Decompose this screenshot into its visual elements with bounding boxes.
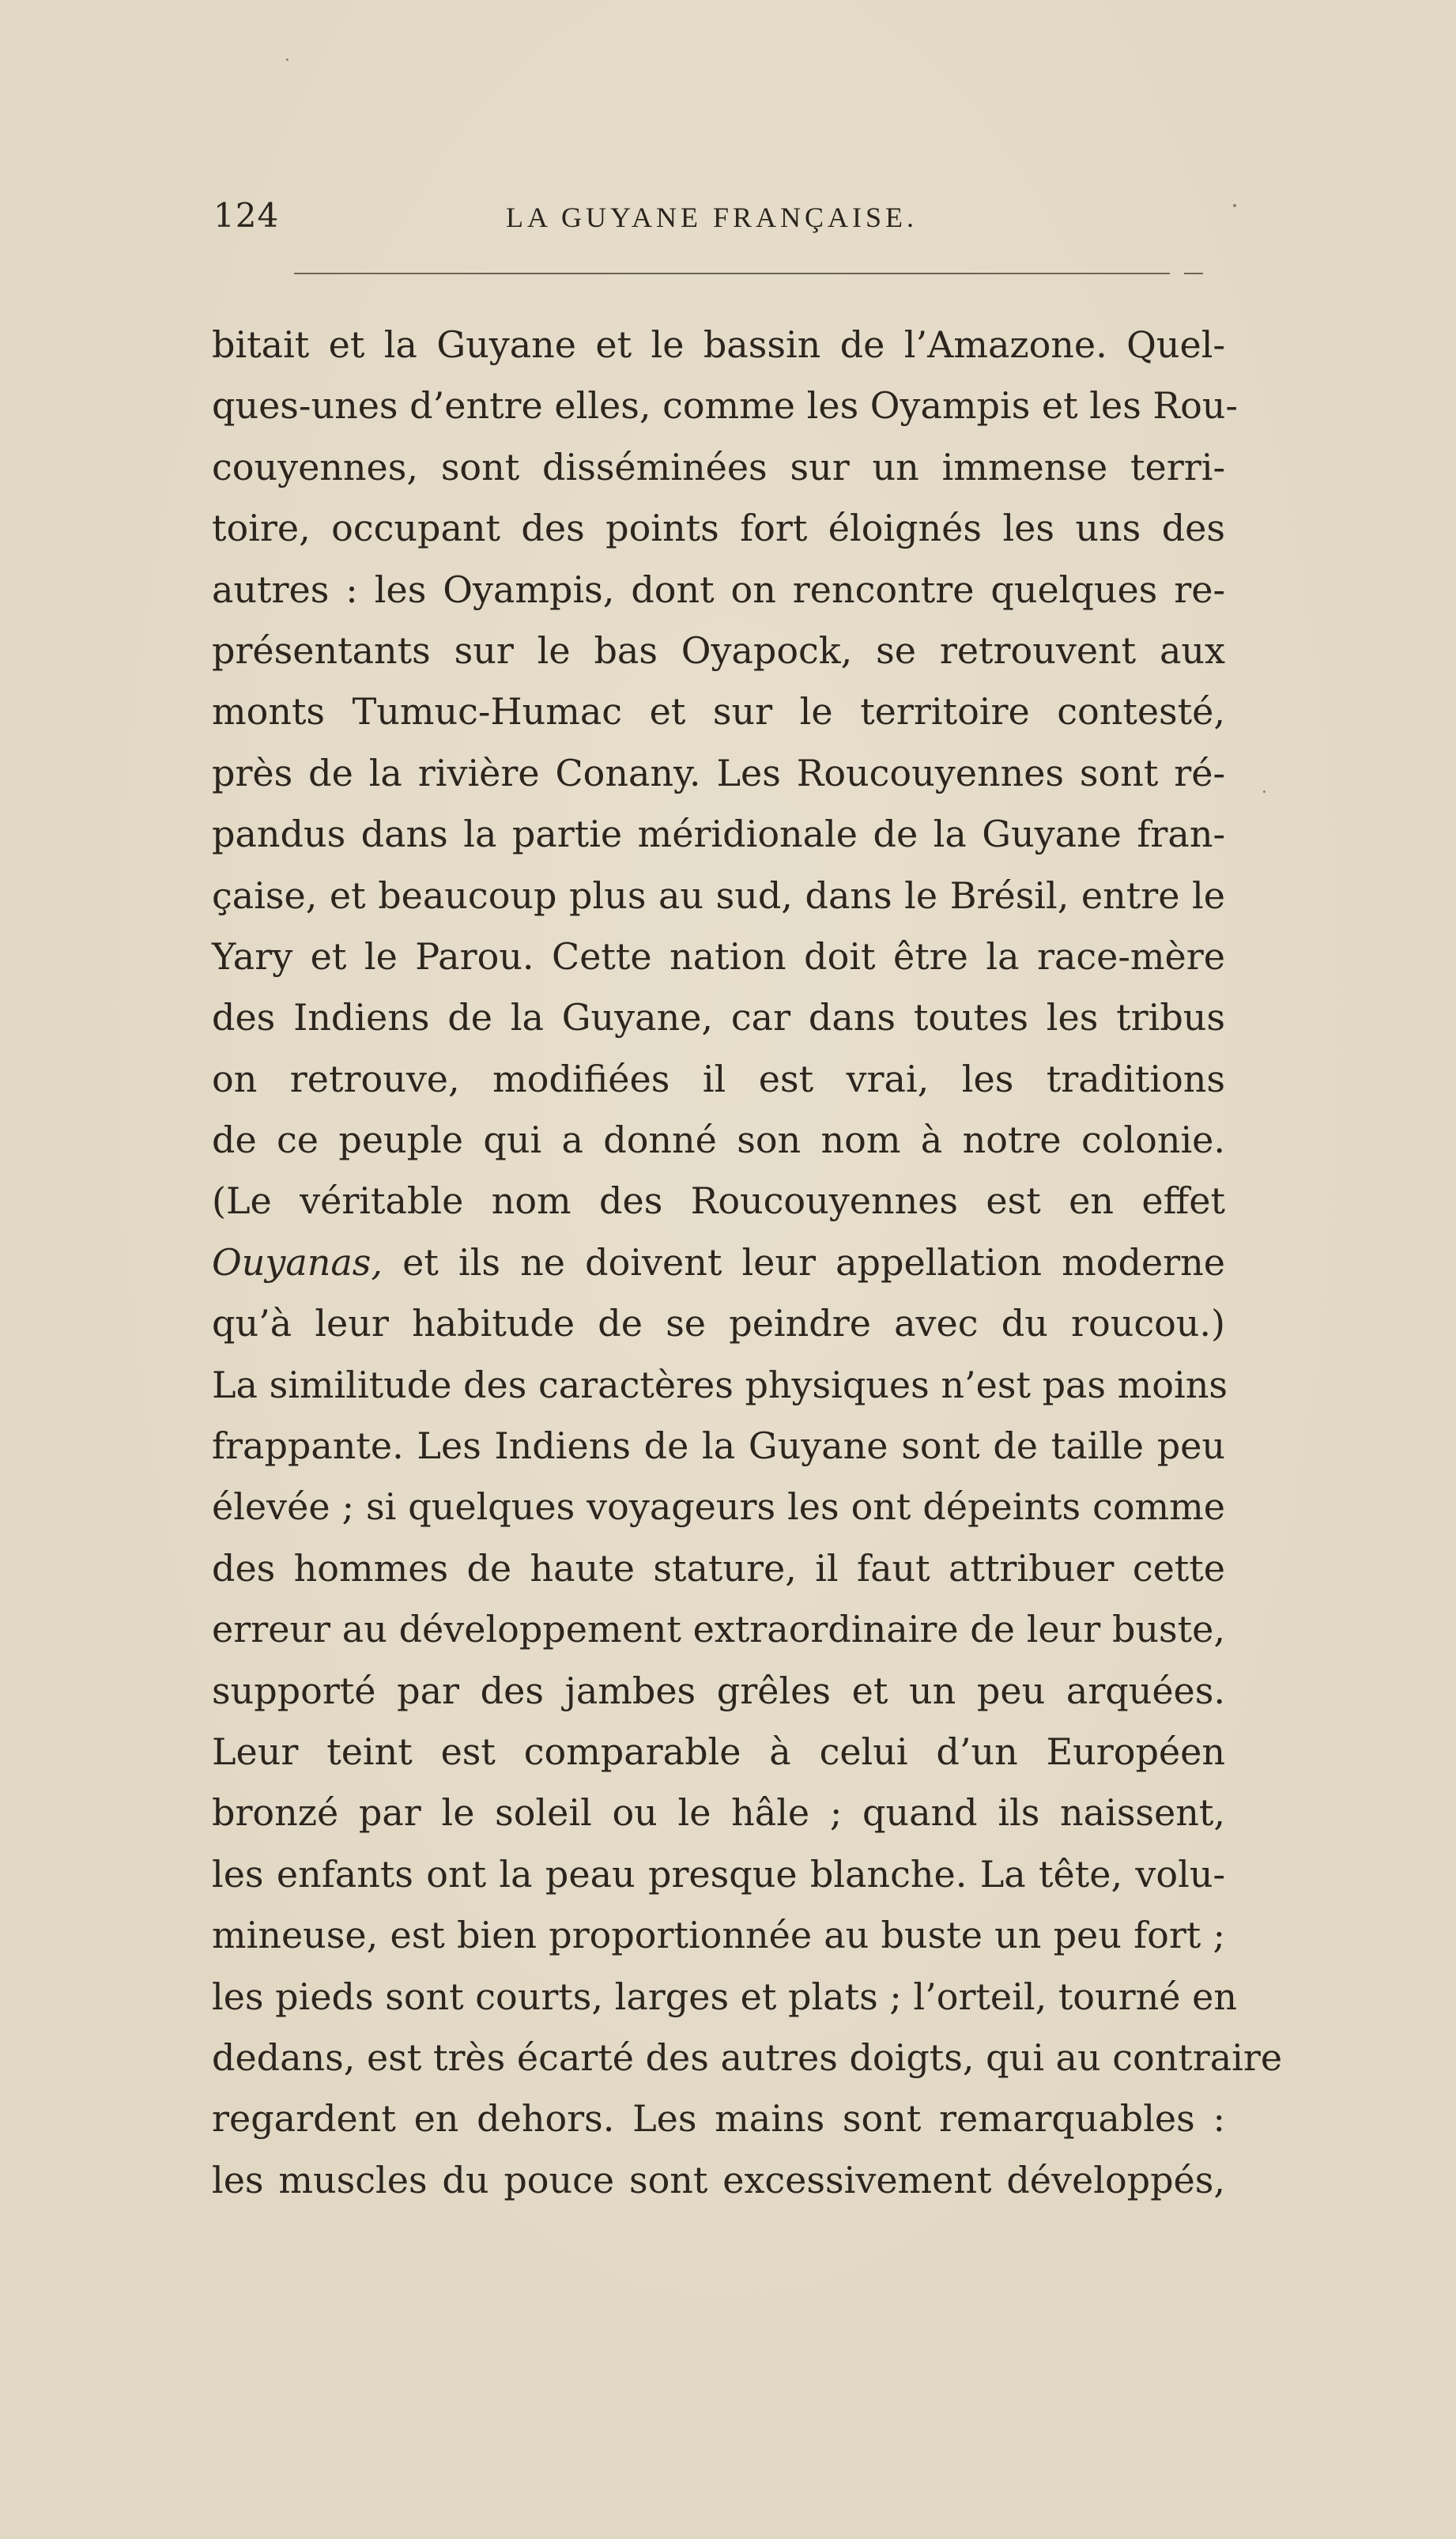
text-line: des Indiens de la Guyane, car dans toutes les tribus bbox=[212, 996, 1225, 1039]
text-line: présentants sur le bas Oyapock, se retrouvent aux bbox=[212, 628, 1225, 672]
text-line: bronzé par le soleil ou le hâle ; quand ils naissent, bbox=[212, 1791, 1225, 1835]
text-line: élevée ; si quelques voyageurs les ont dépeints comme bbox=[212, 1485, 1225, 1529]
text-line: les muscles du pouce sont excessivement développés, bbox=[212, 2158, 1225, 2201]
text-line: qu’à leur habitude de se peindre avec du roucou.) bbox=[212, 1302, 1225, 1345]
text-line: supporté par des jambes grêles et un peu arquées. bbox=[212, 1669, 1225, 1712]
italic-word: Ouyanas, bbox=[212, 1240, 383, 1284]
text-line: La similitude des caractères physiques n’est pas moins bbox=[212, 1363, 1228, 1406]
text-line: monts Tumuc-Humac et sur le territoire contesté, bbox=[212, 690, 1225, 734]
text-line: dedans, est très écarté des autres doigts, qui au contraire bbox=[212, 2035, 1283, 2079]
text-line: erreur au développement extraordinaire de leur buste, bbox=[212, 1608, 1225, 1651]
text-line: couyennes, sont disséminées sur un immense terri- bbox=[212, 445, 1225, 489]
text-line: les pieds sont courts, larges et plats ; l’orteil, tourné en bbox=[212, 1975, 1237, 2018]
text-line: près de la rivière Conany. Les Roucouyennes sont ré- bbox=[212, 751, 1225, 794]
text-line: frappante. Les Indiens de la Guyane sont de taille peu bbox=[212, 1424, 1225, 1468]
text-line: pandus dans la partie méridionale de la Guyane fran- bbox=[212, 813, 1225, 856]
page-number: 124 bbox=[213, 196, 280, 235]
text-line: des hommes de haute stature, il faut attribuer cette bbox=[212, 1546, 1225, 1590]
page-header bbox=[213, 196, 1201, 251]
text-line: de ce peuple qui a donné son nom à notre colonie. bbox=[212, 1119, 1225, 1162]
text-line: Leur teint est comparable à celui d’un Européen bbox=[212, 1730, 1225, 1773]
text-line-rest: et ils ne doivent leur appellation moderne bbox=[402, 1240, 1225, 1284]
header-rule bbox=[294, 273, 1170, 274]
text-line: autres : les Oyampis, dont on rencontre quelques re- bbox=[212, 568, 1225, 611]
running-title: LA GUYANE FRANÇAISE. bbox=[506, 202, 918, 233]
text-line: (Le véritable nom des Roucouyennes est en effet bbox=[212, 1179, 1225, 1223]
text-line: bitait et la Guyane et le bassin de l’Amazone. Quel- bbox=[212, 323, 1225, 366]
paper-speck bbox=[1263, 790, 1266, 793]
text-line: Yary et le Parou. Cette nation doit être la race-mère bbox=[212, 934, 1225, 978]
text-line: çaise, et beaucoup plus au sud, dans le Brésil, entre le bbox=[212, 873, 1225, 917]
paper-speck bbox=[1233, 204, 1236, 207]
text-line: regardent en dehors. Les mains sont remarquables : bbox=[212, 2097, 1225, 2141]
text-line: ques-unes d’entre elles, comme les Oyampis et les Rou- bbox=[212, 384, 1238, 428]
paper-speck bbox=[286, 58, 289, 61]
text-line: toire, occupant des points fort éloignés les uns des bbox=[212, 507, 1225, 550]
text-line: mineuse, est bien proportionnée au buste un peu fort ; bbox=[212, 1914, 1225, 1957]
body-text bbox=[212, 315, 1283, 2211]
text-line: les enfants ont la peau presque blanche. La tête, volu- bbox=[212, 1852, 1225, 1896]
header-rule-tail bbox=[1184, 273, 1203, 274]
text-line: on retrouve, modifiées il est vrai, les traditions bbox=[212, 1057, 1225, 1100]
text-line-with-italic bbox=[212, 1232, 1225, 1293]
